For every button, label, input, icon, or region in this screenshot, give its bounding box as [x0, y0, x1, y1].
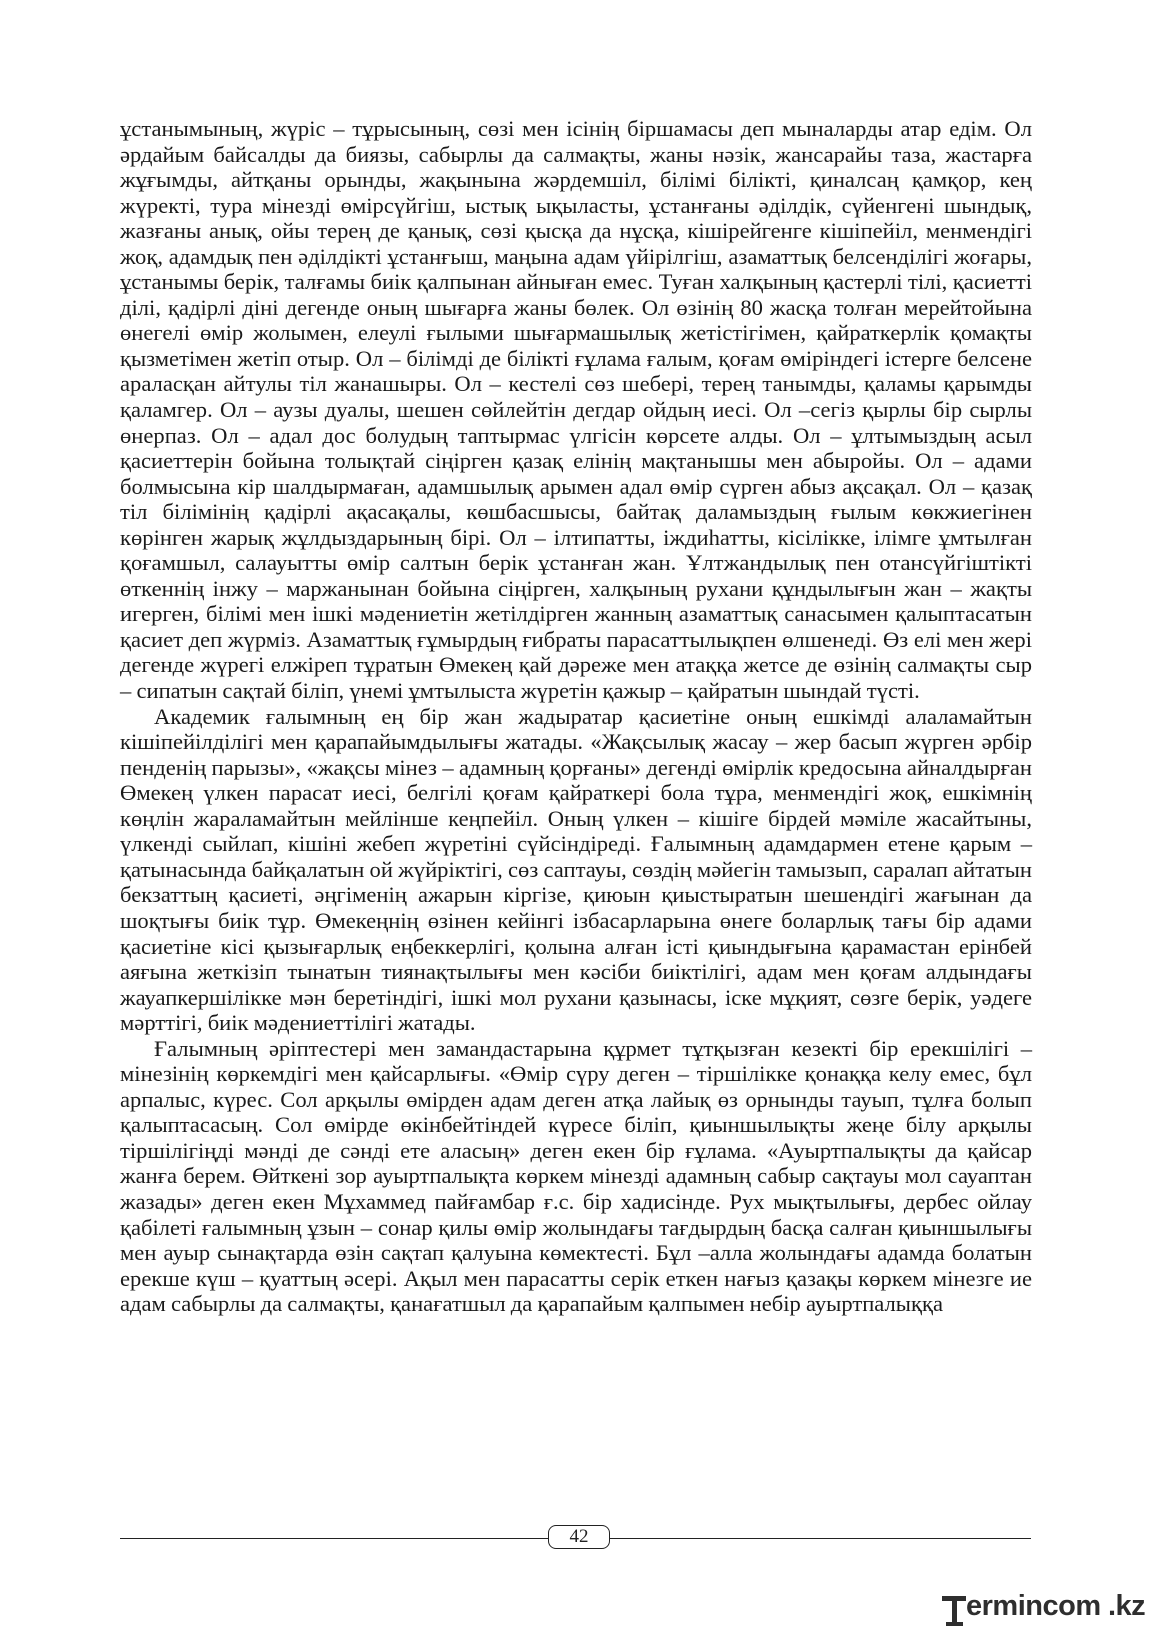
footer-rule-right [610, 1538, 1031, 1539]
paragraph-3: Ғалымның әріптестері мен замандастарына құрмет тұтқызған кезекті бір ерекшілігі – мінезінің көркемдігі мен қайсарлығы. «Өмір сүру деген – тіршілікке қонаққа келу емес, бұл арпалыс, күрес. Сол арқылы өмірден адам деген атқа лайық өз орнынды тауып, тұлға болып қалыптасасың. Сол өмірде өкінбейтіндей күресе біліп, қиыншылықты жеңе білу арқылы тіршілігіңді мәнді де сәнді ете аласың» деген екен бір ғұлама. «Ауыртпалықты да қайсар жанға берем. Өйткені зор ауыртпалықта көркем мінезді адамның сабыр сақтауы мол сауаптан жазады» деген екен Мұхаммед пайғамбар ғ.с. бір хадисінде. Рух мықтылығы, дербес ойлау қабілеті ғалымның ұзын – сонар қилы өмір жолындағы тағдырдың басқа салған қиыншылығы мен ауыр сынақтарда өзін сақтап қалуына көмектесті. Бұл –алла жолындағы адамда болатын ерекше күш – қуаттың әсері. Ақыл мен парасатты серік еткен нағыз қазақы көркем мінезге ие адам сабырлы да салмақты, қанағатшыл да қарапайым қалпымен небір ауыртпалыққа [120, 1035, 1032, 1317]
page-number: 42 [548, 1525, 610, 1549]
document-body [120, 116, 1032, 1317]
termincom-logo-watermark [940, 1592, 1150, 1632]
paragraph-1: ұстанымының, жүріс – тұрысының, сөзі мен ісінің біршамасы деп мыналарды атар едім. Ол әрдайым байсалды да биязы, сабырлы да салмақты, жаны нәзік, жансарайы таза, жастарға жұғымды, айтқаны орынды, жақынына жәрдемшіл, білімі білікті, қиналсаң қамқор, кең жүректі, тура мінезді өмірсүйгіш, ыстық ықыласты, ұстанғаны әділдік, сүйенгені шындық, жазғаны анық, ойы терең де қанық, сөзі қысқа да нұсқа, кішірейгенге кішіпейіл, менмендігі жоқ, адамдық пен әділдікті ұстанғыш, маңына адам үйірілгіш, азаматтық белсенділігі жоғары, ұстанымы берік, талғамы биік қалпынан айныған емес. Туған халқының қастерлі тілі, қасиетті ділі, қадірлі діні дегенде оның шығарға жаны бөлек. Ол өзінің 80 жасқа толған мерейтойына өнегелі өмір жолымен, елеулі ғылыми шығармашылық жетістігімен, қайраткерлік қомақты қызметімен жетіп отыр. Ол – білімді де білікті ғұлама ғалым, қоғам өміріндегі істерге белсене араласқан айтулы тіл жанашыры. Ол – кестелі сөз шебері, терең танымды, қаламы қарымды қаламгер. Ол – аузы дуалы, шешен сөйлейтін дегдар ойдың иесі. Ол –сегіз қырлы бір сырлы өнерпаз. Ол – адал дос болудың таптырмас үлгісін көрсете алды. Ол – ұлтымыздың асыл қасиеттерін бойына толықтай сіңірген қазақ елінің мақтанышы мен абыройы. Ол – адами болмысына кір шалдырмаған, адамшылық арымен адал өмір сүрген абыз ақсақал. Ол – қазақ тіл білімінің қадірлі ақасақалы, көшбасшысы, байтақ даламыздың ғылым көкжиегінен көрінген жарық жұлдыздарының бірі. Ол – ілтипатты, іждиһатты, кісілікке, ілімге ұмтылған қоғамшыл, салауытты өмір салтын берік ұстанған жан. Ұлтжандылық пен отансүйгіштікті өткеннің інжу – маржанынан бойына сіңірген, халқының рухани құндылығын жан – жақты игерген, білімі мен ішкі мәдениетін жетілдірген жанның азаматтық санасымен қалыптасатын қасиет деп жүрміз. Азаматтық ғұмырдың ғибраты парасаттылықпен өлшенеді. Өз елі мен жері дегенде жүрегі елжіреп тұратын Өмекең қай дәреже мен атаққа жетсе де өзінің салмақты сыр – сипатын сақтай біліп, үнемі ұмтылыста жүретін қажыр – қайратын шындай түсті. [120, 116, 1032, 704]
footer-rule-left [120, 1538, 548, 1539]
paragraph-2: Академик ғалымның ең бір жан жадыратар қасиетіне оның ешкімді алаламайтын кішіпейілділігі мен қарапайымдылығы жатады. «Жақсылық жасау – жер басып жүрген әрбір пенденің парызы», «жақсы мінез – адамның қорғаны» дегенді өмірлік кредосына айналдырған Өмекең үлкен парасат иесі, белгілі қоғам қайраткері бола тұра, менмендігі жоқ, ешкімнің көңлін жараламайтын мейлінше кеңпейіл. Оның үлкен – кішіге бірдей мәміле жасайтыны, үлкенді сыйлап, кішіні жебеп жүретіні сүйсіндіреді. Ғалымның адамдармен етене қарым – қатынасында байқалатын ой жүйріктігі, сөз саптауы, сөздің мәйегін тамызып, саралап айтатын бекзаттың қасиеті, әңгіменің ажарын кіргізе, қиюын қиыстыратын шешендігі жағынан да шоқтығы биік тұр. Өмекеңнің өзінен кейінгі ізбасарларына өнеге боларлық тағы бір адами қасиетіне кісі қызығарлық еңбеккерлігі, қолына алған істі қиындығына қарамастан ерінбей аяғына жеткізіп тынатын тиянақтылығы мен кәсіби биіктілігі, адам мен қоғам алдындағы жауапкершілікке мән беретіндігі, ішкі мол рухани қазынасы, іске мұқият, сөзге берік, уәдеге мәрттігі, биік мәдениеттілігі жатады. [120, 703, 1032, 1036]
logo-text: ermincom [966, 1590, 1101, 1622]
logo-domain: .kz [1108, 1590, 1146, 1622]
